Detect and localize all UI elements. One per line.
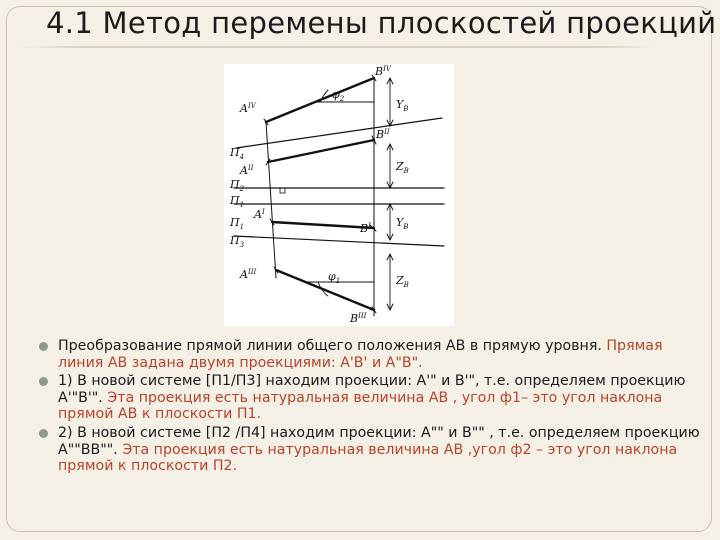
label-B1: $B^I$	[360, 222, 371, 235]
label-A4: $A^{IV}$	[240, 102, 256, 115]
bullet-dot-icon	[39, 377, 48, 386]
label-A2: $A^{II}$	[240, 164, 254, 177]
label-pi1b: $П_1$	[230, 216, 245, 231]
label-pi3: $П_3$	[230, 234, 245, 249]
label-pi4: $П_4$	[230, 146, 245, 161]
axis-p3	[234, 236, 444, 246]
label-B4: $B^{IV}$	[375, 65, 391, 78]
projection-drawing	[224, 64, 454, 326]
bullet-item-2	[20, 373, 710, 423]
bullet-list	[20, 338, 710, 477]
label-Zb-top: $Z_B$	[396, 160, 409, 175]
right-angle-marker	[280, 188, 285, 193]
bullet-text: Преобразование прямой линии общего положения АВ в прямую уровня.	[58, 338, 602, 354]
label-phi2: $\varphi_2$	[332, 88, 345, 103]
segment-AIV-BIV	[266, 78, 374, 122]
title-divider	[18, 46, 658, 48]
label-Zb-bot: $Z_B$	[396, 274, 409, 289]
slide-title: 4.1 Метод перемены плоскостей проекций	[46, 6, 717, 40]
label-B2: $B^{II}$	[376, 128, 390, 141]
label-A3: $A^{III}$	[240, 268, 257, 281]
bullet-highlight: Прямая линия АВ задана двумя проекциями: А'В' и А"В".	[58, 338, 663, 371]
bullet-highlight: Эта проекция есть натуральная величина АВ , угол ф1– это угол наклона прямой АВ к плоскости П1.	[58, 389, 663, 423]
bullet-item-3	[20, 425, 710, 475]
bullet-text: 1) В новой системе [П1/П3] находим проекции: А'" и В'", т.е. определяем проекцию А'"В'".	[58, 373, 686, 406]
label-pi1a: $П_1$	[230, 194, 245, 209]
bullet-item-1	[20, 338, 710, 371]
bullet-dot-icon	[39, 342, 48, 351]
segment-AII-BII	[268, 140, 374, 162]
segment-AI-BI	[272, 222, 374, 228]
label-A1: $A^I$	[254, 208, 265, 221]
label-Yb-mid: $Y_B$	[396, 216, 409, 231]
ticks	[264, 75, 376, 313]
label-B3: $B^{III}$	[350, 312, 367, 325]
segment-AIII-BIII	[276, 270, 374, 310]
bullet-text: 2) В новой системе [П2 /П4] находим проекции: А"" и В"" , т.е. определяем проекцию А""ВВ"".	[58, 424, 700, 458]
label-Yb-top: $Y_B$	[396, 98, 409, 113]
label-pi2: $П_2$	[230, 178, 245, 193]
bullet-highlight: Эта проекция есть натуральная величина АВ ,угол ф2 – это угол наклона прямой к плоскости П2.	[58, 441, 678, 475]
projection-diagram-svg	[224, 64, 454, 326]
bullet-dot-icon	[39, 429, 48, 438]
label-phi1: $\varphi_1$	[328, 270, 341, 285]
proj-AIV-AIII	[266, 122, 276, 278]
